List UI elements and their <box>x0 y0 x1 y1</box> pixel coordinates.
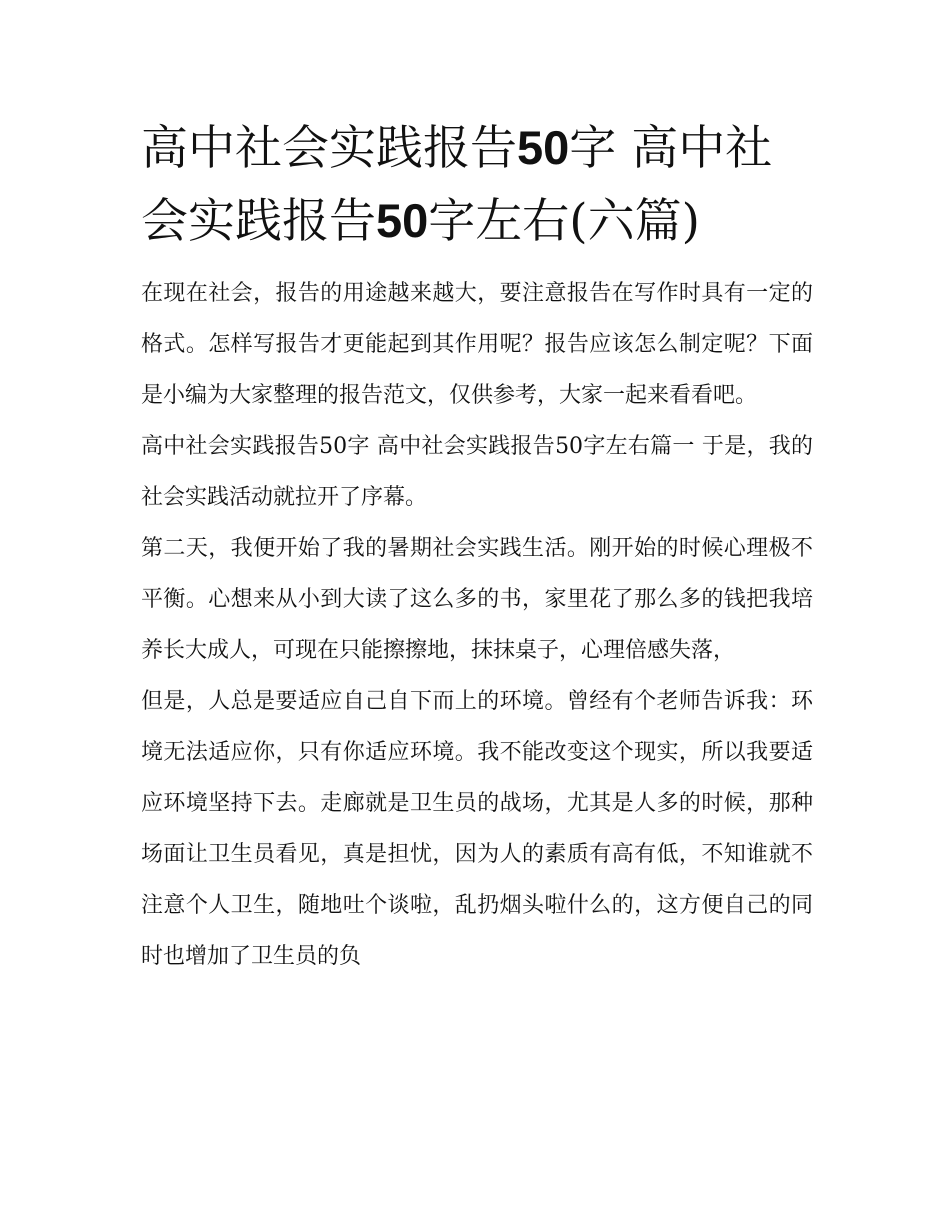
title-part-3: 字左右(六篇) <box>428 194 700 249</box>
title-part-2: 字 高中社会实践报告 <box>141 121 773 249</box>
title-part-1: 高中社会实践报告 <box>141 121 517 176</box>
intro-paragraph: 在现在社会，报告的用途越来越大，要注意报告在写作时具有一定的格式。怎样写报告才更能起到其作用呢？报告应该怎么制定呢？下面是小编为大家整理的报告范文，仅供参考，大家一起来看看吧。 <box>141 281 813 408</box>
section-heading-paragraph: 高中社会实践报告50字 高中社会实践报告50字左右篇一 于是，我的社会实践活动就拉开了序幕。 <box>141 434 813 510</box>
document-body <box>141 112 813 982</box>
title-number-2: 50 <box>376 194 429 247</box>
title-number-1: 50 <box>517 121 570 174</box>
body-paragraph: 但是，人总是要适应自己自下而上的环境。曾经有个老师告诉我：环境无法适应你，只有你适应环境。我不能改变这个现实，所以我要适应环境坚持下去。走廊就是卫生员的战场，尤其是人多的时候，那种场面让卫生员看见，真是担忧，因为人的素质有高有低，不知谁就不注意个人卫生，随地吐个谈啦，乱扔烟头啦什么的，这方便自己的同时也增加了卫生员的负 <box>141 689 813 969</box>
body-paragraph: 第二天，我便开始了我的暑期社会实践生活。刚开始的时候心理极不平衡。心想来从小到大读了这么多的书，家里花了那么多的钱把我培养长大成人，可现在只能擦擦地，抹抹桌子，心理倍感失落， <box>141 536 813 663</box>
document-title <box>141 112 813 258</box>
